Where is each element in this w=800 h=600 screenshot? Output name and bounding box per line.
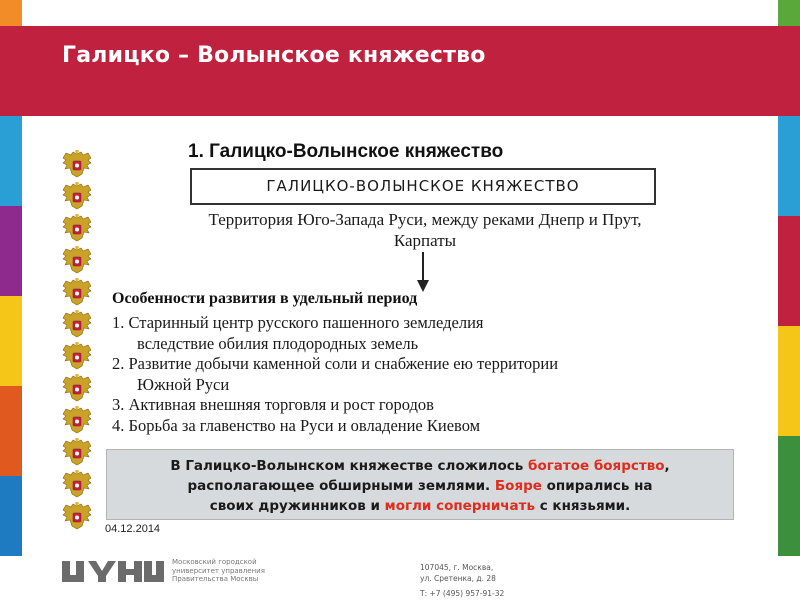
down-arrow-icon bbox=[413, 252, 433, 292]
phone: Т: +7 (495) 957-91-32 bbox=[420, 589, 505, 598]
double-headed-eagle-icon bbox=[60, 182, 94, 212]
principality-box-label: ГАЛИЦКО-ВОЛЫНСКОЕ КНЯЖЕСТВО bbox=[266, 177, 580, 195]
double-headed-eagle-icon bbox=[60, 150, 94, 180]
university-logo bbox=[60, 559, 164, 584]
address bbox=[420, 562, 496, 584]
left-stripe-6 bbox=[0, 476, 22, 560]
right-stripe-1 bbox=[778, 0, 800, 26]
right-stripe-2 bbox=[778, 116, 800, 216]
double-headed-eagle-icon bbox=[60, 406, 94, 436]
left-stripe-2 bbox=[0, 116, 22, 206]
territory-line-1: Территория Юго-Запада Руси, между реками Днепр и Прут, bbox=[208, 210, 642, 229]
feature-item: 1. Старинный центр русского пашенного земледелия bbox=[112, 313, 484, 332]
feature-item: 4. Борьба за главенство на Руси и овладение Киевом bbox=[112, 415, 481, 435]
right-stripe-3 bbox=[778, 216, 800, 326]
double-headed-eagle-icon bbox=[60, 278, 94, 308]
eagle-column bbox=[60, 150, 98, 534]
double-headed-eagle-icon bbox=[60, 438, 94, 468]
conclusion-text-part: , bbox=[664, 458, 670, 474]
slide-title: Галицко – Волынское княжество bbox=[62, 43, 486, 68]
territory-text bbox=[110, 209, 740, 251]
address-line: ул. Сретенка, д. 28 bbox=[420, 574, 496, 583]
highlight-rich-boyars: богатое боярство bbox=[528, 458, 665, 474]
right-stripe-5 bbox=[778, 436, 800, 560]
slide-date: 04.12.2014 bbox=[105, 523, 161, 535]
double-headed-eagle-icon bbox=[60, 470, 94, 500]
double-headed-eagle-icon bbox=[60, 246, 94, 276]
feature-item: Южной Руси bbox=[137, 374, 230, 394]
feature-item: 3. Активная внешняя торговля и рост городов bbox=[112, 395, 434, 414]
left-stripe-4 bbox=[0, 296, 22, 386]
feature-item: 2. Развитие добычи каменной соли и снабжение ею территории bbox=[112, 354, 559, 373]
conclusion-line-1 bbox=[107, 456, 733, 476]
address-line: 107045, г. Москва, bbox=[420, 563, 494, 572]
highlight-could-rival: могли соперничать bbox=[384, 498, 536, 514]
header-band bbox=[0, 26, 800, 116]
double-headed-eagle-icon bbox=[60, 342, 94, 372]
org-name-line: университет управления bbox=[172, 566, 265, 575]
conclusion-line-3 bbox=[107, 496, 733, 516]
conclusion-box bbox=[106, 449, 734, 520]
double-headed-eagle-icon bbox=[60, 214, 94, 244]
features-list bbox=[112, 313, 752, 436]
features-heading: Особенности развития в удельный период bbox=[112, 290, 418, 307]
conclusion-text bbox=[107, 456, 733, 516]
conclusion-text-part: опирались на bbox=[541, 478, 653, 494]
conclusion-text-part: своих дружинников и bbox=[209, 498, 385, 514]
double-headed-eagle-icon bbox=[60, 310, 94, 340]
conclusion-text-part: располагающее обширными землями. bbox=[187, 478, 495, 494]
org-name-line: Московский городской bbox=[172, 558, 257, 566]
left-stripe-5 bbox=[0, 386, 22, 476]
left-stripe-1 bbox=[0, 0, 22, 26]
left-stripe-3 bbox=[0, 206, 22, 296]
image-title: 1. Галицко-Волынское княжество bbox=[188, 141, 504, 162]
feature-item: вследствие обилия плодородных земель bbox=[137, 333, 419, 353]
conclusion-text-part: с князьями. bbox=[535, 498, 631, 514]
conclusion-text-part: В Галицко-Волынском княжестве сложилось bbox=[170, 458, 529, 474]
right-stripe-4 bbox=[778, 326, 800, 436]
double-headed-eagle-icon bbox=[60, 502, 94, 532]
territory-line-2: Карпаты bbox=[393, 231, 457, 250]
principality-box bbox=[190, 168, 656, 205]
double-headed-eagle-icon bbox=[60, 374, 94, 404]
highlight-boyars: Бояре bbox=[494, 478, 542, 494]
org-name bbox=[172, 558, 265, 584]
org-name-line: Правительства Москвы bbox=[172, 575, 259, 583]
conclusion-line-2 bbox=[107, 476, 733, 496]
footer bbox=[0, 556, 800, 600]
